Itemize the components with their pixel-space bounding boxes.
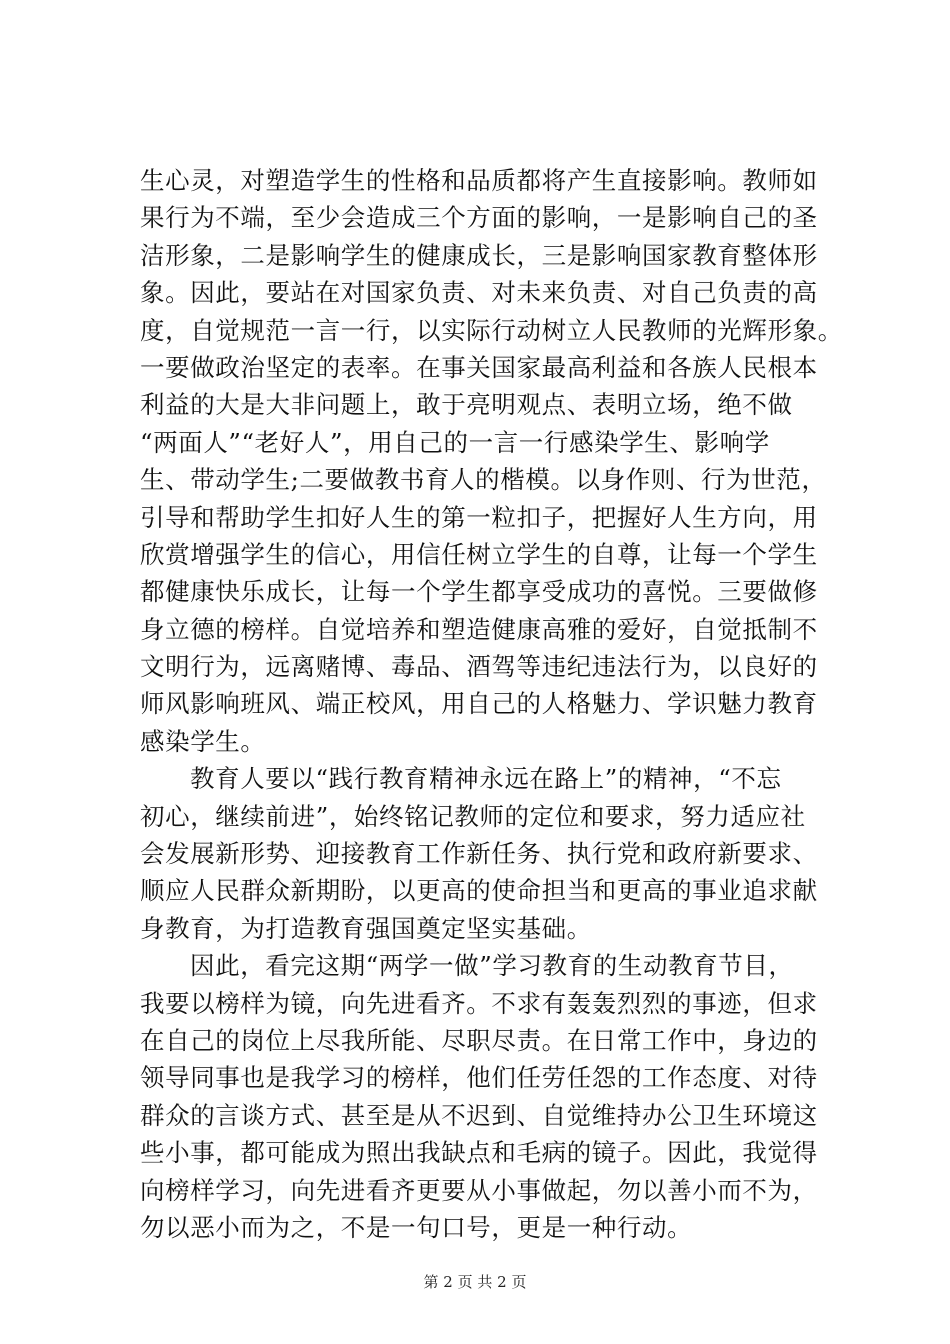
text-line: 顺应人民群众新期盼，以更高的使命担当和更高的事业追求献 bbox=[140, 876, 818, 906]
text-line: 身立德的榜样。自觉培养和塑造健康高雅的爱好，自觉抵制不 bbox=[140, 614, 818, 644]
text-line: 勿以恶小而为之，不是一句口号，更是一种行动。 bbox=[140, 1212, 693, 1242]
text-line: 感染学生。 bbox=[140, 726, 266, 756]
text-line: 群众的言谈方式、甚至是从不迟到、自觉维持办公卫生环境这 bbox=[140, 1100, 818, 1130]
text-line: 会发展新形势、迎接教育工作新任务、执行党和政府新要求、 bbox=[140, 839, 818, 869]
text-line: 向榜样学习，向先进看齐更要从小事做起，勿以善小而不为， bbox=[140, 1175, 818, 1205]
page-footer: 第 2 页 共 2 页 bbox=[423, 1273, 527, 1291]
text-line: 教育人要以“践行教育精神永远在路上”的精神，“不忘 bbox=[190, 764, 782, 794]
text-line: 欣赏增强学生的信心，用信任树立学生的自尊，让每一个学生 bbox=[140, 539, 818, 569]
text-line: 一要做政治坚定的表率。在事关国家最高利益和各族人民根本 bbox=[140, 352, 818, 382]
text-line: 象。因此，要站在对国家负责、对未来负责、对自己负责的高 bbox=[140, 278, 818, 308]
text-line: 果行为不端，至少会造成三个方面的影响，一是影响自己的圣 bbox=[140, 203, 818, 233]
text-line: 初心，继续前进”，始终铭记教师的定位和要求，努力适应社 bbox=[140, 801, 806, 831]
body-text bbox=[140, 162, 843, 1246]
text-line: 身教育，为打造教育强国奠定坚实基础。 bbox=[140, 913, 592, 943]
text-line: 生心灵，对塑造学生的性格和品质都将产生直接影响。教师如 bbox=[140, 166, 818, 195]
text-line: 度，自觉规范一言一行，以实际行动树立人民教师的光辉形象。 bbox=[140, 315, 843, 345]
text-line: 引导和帮助学生扣好人生的第一粒扣子，把握好人生方向，用 bbox=[140, 502, 818, 532]
text-line: “两面人”“老好人”，用自己的一言一行感染学生、影响学 bbox=[140, 427, 770, 457]
text-line: 我要以榜样为镜，向先进看齐。不求有轰轰烈烈的事迹，但求 bbox=[140, 988, 818, 1018]
text-line: 些小事，都可能成为照出我缺点和毛病的镜子。因此，我觉得 bbox=[140, 1138, 818, 1168]
text-line: 洁形象，二是影响学生的健康成长，三是影响国家教育整体形 bbox=[140, 240, 818, 270]
text-line: 利益的大是大非问题上，敢于亮明观点、表明立场，绝不做 bbox=[140, 390, 793, 420]
text-line: 文明行为，远离赌博、毒品、酒驾等违纪违法行为，以良好的 bbox=[140, 652, 818, 682]
text-line: 生、带动学生;二要做教书育人的楷模。以身作则、行为世范， bbox=[140, 465, 827, 495]
text-line: 师风影响班风、端正校风，用自己的人格魅力、学识魅力教育 bbox=[140, 689, 818, 719]
text-line: 领导同事也是我学习的榜样，他们任劳任怨的工作态度、对待 bbox=[140, 1063, 818, 1093]
text-line: 因此，看完这期“两学一做”学习教育的生动教育节目， bbox=[190, 951, 794, 981]
text-line: 都健康快乐成长，让每一个学生都享受成功的喜悦。三要做修 bbox=[140, 577, 818, 607]
text-line: 在自己的岗位上尽我所能、尽职尽责。在日常工作中，身边的 bbox=[140, 1025, 818, 1055]
